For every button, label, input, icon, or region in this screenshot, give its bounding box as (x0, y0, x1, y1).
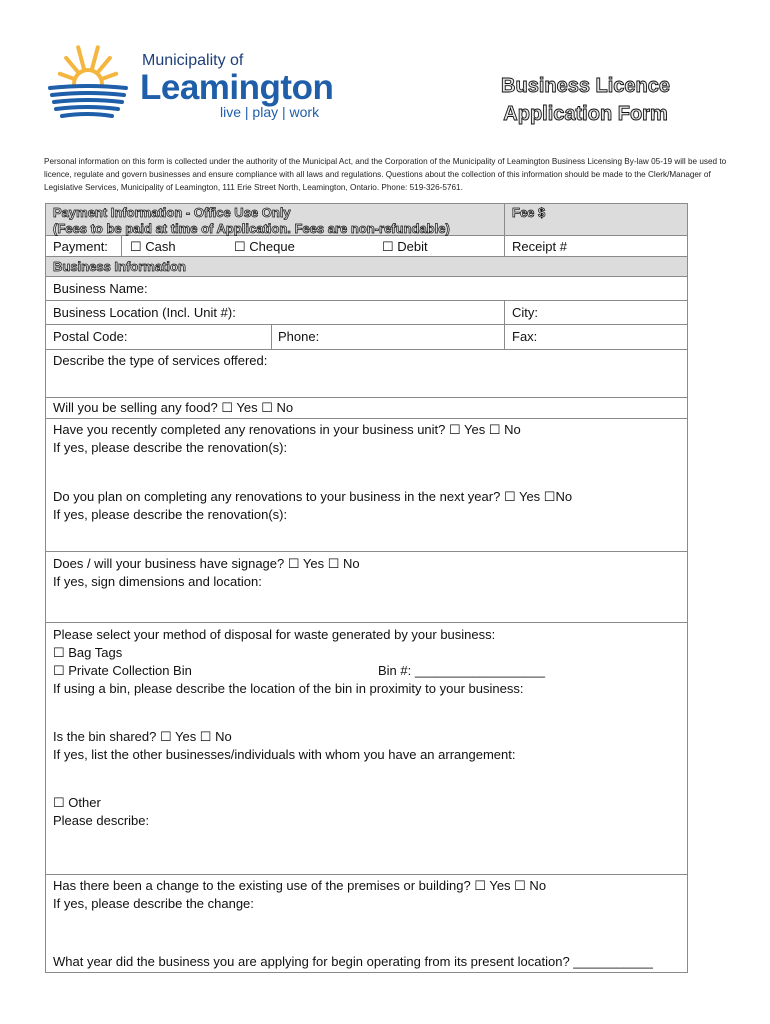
sun-arc-icon (74, 70, 102, 84)
fee-label: Fee $ (512, 205, 546, 220)
logo-line-municipality: Municipality of (142, 52, 244, 69)
business-info-heading: Business Information (53, 259, 186, 274)
business-location-row (45, 301, 688, 325)
water-wave-icon (54, 100, 122, 102)
sun-ray-icon (60, 74, 73, 79)
signage-question[interactable]: Does / will your business have signage? ☐ Yes ☐ No (53, 556, 360, 571)
recent-renovations-question[interactable]: Have you recently completed any renovations in your business unit? ☐ Yes ☐ No (53, 422, 521, 437)
debit-checkbox[interactable]: ☐ Debit (382, 239, 428, 254)
receipt-label: Receipt # (512, 239, 567, 254)
privacy-notice: Personal information on this form is collected under the authority of the Municipal Act, and the Corporation of the Municipality of Leamington Business Licensing By-law 05-19 will be used to licence, regulate and govern businesses and ensure compliance with all laws and regulations. Questions about the collection of this information should be made to the Clerk/Manager of Legislative Services, Municipality of Leamington, 111 Erie Street North, Leamington, Ontario. Phone: 519-326-5761. (44, 157, 727, 192)
fax-field[interactable]: Fax: (512, 329, 538, 344)
change-describe[interactable]: If yes, please describe the change: (53, 896, 254, 911)
form-title-line1: Business Licence (501, 75, 670, 97)
payment-header-row (45, 203, 688, 236)
municipality-logo (44, 44, 344, 124)
application-form-table (45, 203, 688, 973)
logo-tagline: live | play | work (220, 104, 320, 120)
planned-renovations-question[interactable]: Do you plan on completing any renovations to your business in the next year? ☐ Yes ☐No (53, 489, 573, 504)
payment-label: Payment: (53, 239, 108, 254)
form-title-line2: Application Form (503, 103, 668, 125)
private-bin-checkbox[interactable]: ☐ Private Collection Bin (53, 663, 192, 678)
business-name-label: Business Name: (53, 281, 148, 296)
postal-code-field[interactable]: Postal Code: (53, 329, 128, 344)
other-checkbox[interactable]: ☐ Other (53, 795, 101, 810)
bin-shared-describe[interactable]: If yes, list the other businesses/individuals with whom you have an arrangement: (53, 747, 516, 762)
water-wave-icon (56, 107, 118, 109)
bin-number-field[interactable]: Bin #: __________________ (378, 663, 545, 678)
recent-renovations-describe[interactable]: If yes, please describe the renovation(s): (53, 440, 288, 455)
private-bin-line (53, 662, 680, 680)
business-location-field[interactable]: Business Location (Incl. Unit #): (53, 305, 236, 320)
waste-disposal-row (45, 623, 688, 875)
payment-heading-note: (Fees to be paid at time of Application. Fees are non-refundable) (53, 221, 450, 236)
other-describe[interactable]: Please describe: (53, 813, 150, 828)
logo-line-leamington: Leamington (140, 68, 334, 107)
renovations-row (45, 419, 688, 552)
business-name-row[interactable] (45, 277, 688, 301)
cash-checkbox[interactable]: ☐ Cash (130, 239, 176, 254)
operating-year-question[interactable]: What year did the business you are applying for begin operating from its present location? ___________ (53, 954, 653, 969)
city-field[interactable]: City: (512, 305, 538, 320)
form-title (501, 72, 670, 128)
sun-ray-icon (92, 47, 98, 68)
bin-shared-question[interactable]: Is the bin shared? ☐ Yes ☐ No (53, 729, 232, 744)
sun-ray-icon (66, 58, 78, 72)
sun-ray-icon (78, 47, 84, 68)
services-row[interactable] (45, 350, 688, 398)
food-row (45, 398, 688, 419)
sun-ray-icon (103, 74, 116, 79)
waste-question: Please select your method of disposal for waste generated by your business: (53, 627, 496, 642)
bag-tags-checkbox[interactable]: ☐ Bag Tags (53, 645, 123, 660)
planned-renovations-describe[interactable]: If yes, please describe the renovation(s): (53, 507, 288, 522)
signage-describe[interactable]: If yes, sign dimensions and location: (53, 574, 262, 589)
water-wave-icon (50, 86, 126, 88)
payment-method-row (45, 236, 688, 257)
sun-ray-icon (98, 58, 110, 72)
contact-row (45, 325, 688, 350)
sun-over-water-icon (44, 44, 136, 124)
change-question[interactable]: Has there been a change to the existing use of the premises or building? ☐ Yes ☐ No (53, 878, 547, 893)
phone-field[interactable]: Phone: (278, 329, 320, 344)
services-label: Describe the type of services offered: (53, 353, 268, 368)
bin-location-describe[interactable]: If using a bin, please describe the location of the bin in proximity to your business: (53, 681, 524, 696)
change-of-use-row (45, 875, 688, 973)
water-wave-icon (52, 93, 124, 95)
food-question[interactable]: Will you be selling any food? ☐ Yes ☐ No (53, 400, 294, 415)
water-wave-icon (62, 114, 112, 116)
payment-heading: Payment Information - Office Use Only (53, 205, 291, 220)
business-info-heading-row (45, 257, 688, 277)
cheque-checkbox[interactable]: ☐ Cheque (234, 239, 295, 254)
signage-row (45, 552, 688, 623)
